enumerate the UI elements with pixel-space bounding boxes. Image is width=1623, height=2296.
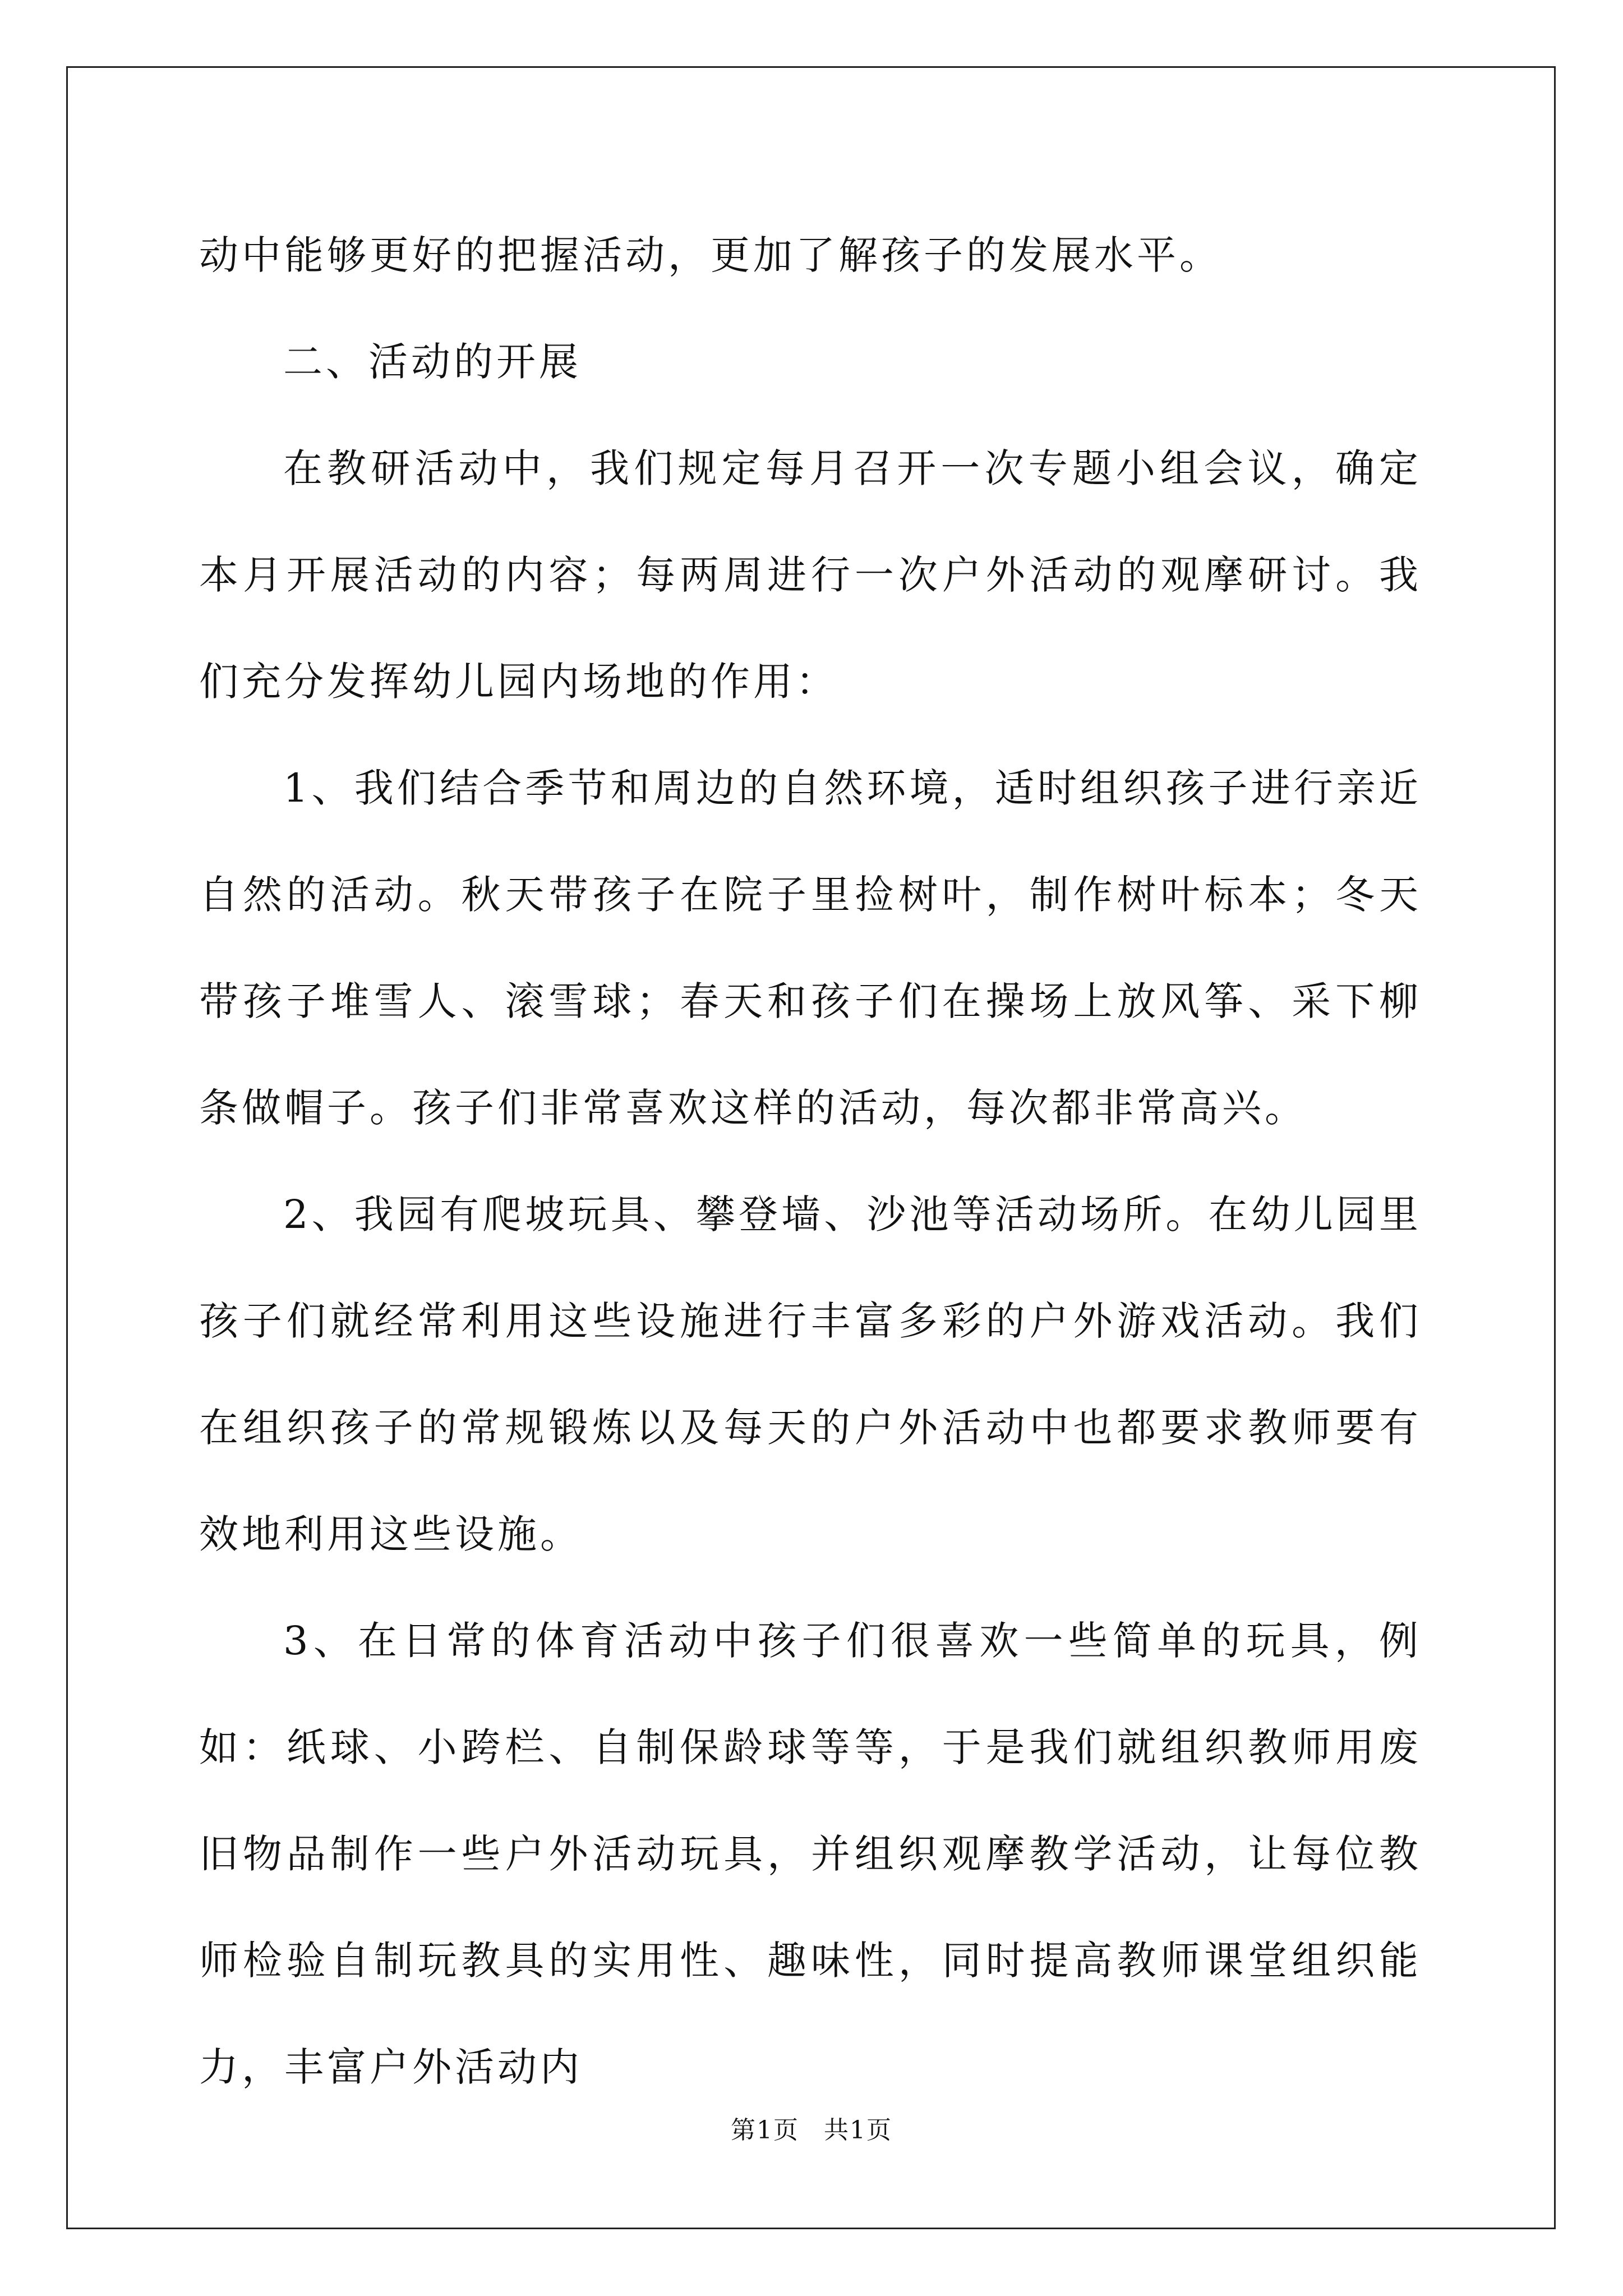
paragraph-item-2: 2、我园有爬坡玩具、攀登墙、沙池等活动场所。在幼儿园里孩子们就经常利用这些设施进行丰富多彩的户外游戏活动。我们在组织孩子的常规锻炼以及每天的户外活动中也都要求教师要有效地利用这些设施。 [199,1191,1422,1557]
paragraph-continuation: 动中能够更好的把握活动，更加了解孩子的发展水平。 [199,232,1222,278]
page-number: 第1页 [731,2116,799,2145]
page-total: 共1页 [824,2116,892,2145]
paragraph-item-1: 1、我们结合季节和周边的自然环境，适时组织孩子进行亲近自然的活动。秋天带孩子在院子里捡树叶，制作树叶标本；冬天带孩子堆雪人、滚雪球；春天和孩子们在操场上放风筝、采下柳条做帽子。孩子们非常喜欢这样的活动，每次都非常高兴。 [199,765,1422,1131]
document-body [199,202,1422,2120]
section-heading: 二、活动的开展 [283,339,582,385]
page-footer [0,2114,1623,2147]
paragraph-item-3: 3、在日常的体育活动中孩子们很喜欢一些简单的玩具，例如：纸球、小跨栏、自制保龄球等等，于是我们就组织教师用废旧物品制作一些户外活动玩具，并组织观摩教学活动，让每位教师检验自制玩教具的实用性、趣味性，同时提高教师课堂组织能力，丰富户外活动内 [199,1618,1422,2090]
paragraph-intro: 在教研活动中，我们规定每月召开一次专题小组会议，确定本月开展活动的内容；每两周进行一次户外活动的观摩研讨。我们充分发挥幼儿园内场地的作用： [199,445,1422,705]
